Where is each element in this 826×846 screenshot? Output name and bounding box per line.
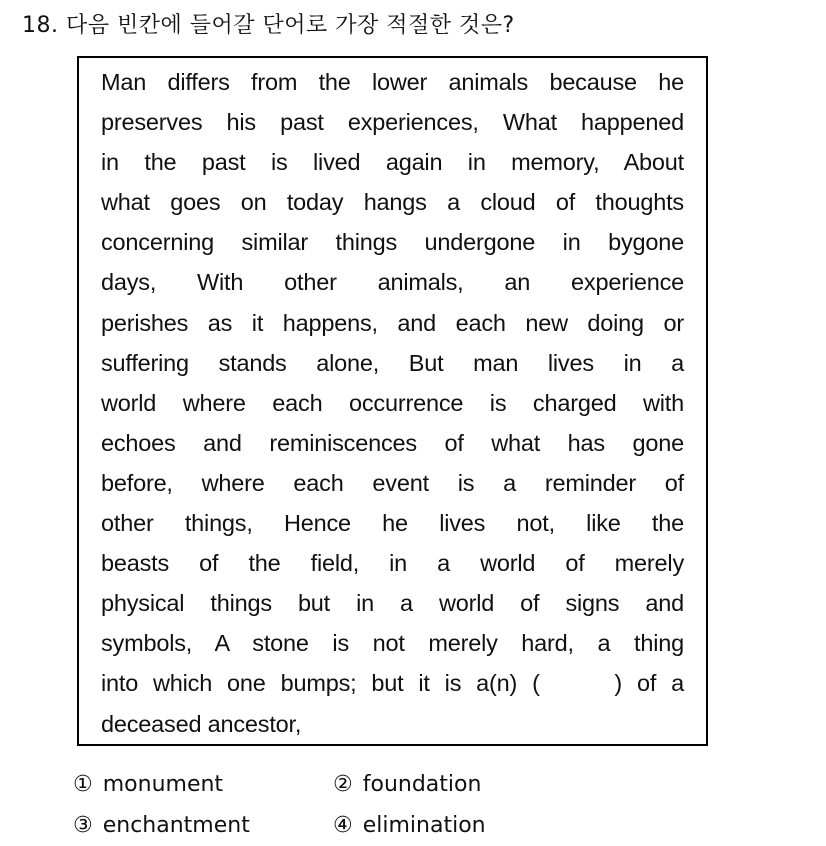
passage-line: world where each occurrence is charged with (101, 389, 684, 416)
passage-line: before, where each event is a reminder of (101, 469, 684, 496)
passage-line: preserves his past experiences, What happened (101, 109, 684, 136)
choice-row (73, 764, 593, 805)
question-title (22, 8, 515, 39)
choice-4[interactable] (333, 813, 593, 838)
choice-label: monument (102, 772, 224, 797)
passage-line: what goes on today hangs a cloud of thoughts (101, 189, 684, 216)
answer-choices (73, 764, 593, 846)
choice-marker: ② (333, 772, 353, 797)
passage-line: deceased ancestor, (101, 710, 302, 737)
passage-blank-line: into which one bumps; but it is a(n) ( ) of a (101, 670, 684, 697)
choice-1[interactable] (73, 772, 333, 797)
passage-box (77, 56, 708, 746)
passage-line: in the past is lived again in memory, About (101, 149, 684, 176)
choice-marker: ④ (333, 813, 353, 838)
passage-line: concerning similar things undergone in bygone (101, 229, 684, 256)
choice-label: enchantment (102, 813, 250, 838)
passage-line: perishes as it happens, and each new doing or (101, 309, 684, 336)
choice-label: foundation (362, 772, 482, 797)
question-number: 18. (22, 13, 59, 38)
passage-line: symbols, A stone is not merely hard, a thing (101, 630, 684, 657)
passage-line: Man differs from the lower animals because he (101, 69, 684, 95)
choice-marker: ① (73, 772, 93, 797)
question-prompt: 다음 빈칸에 들어갈 단어로 가장 적절한 것은? (66, 13, 515, 38)
choice-2[interactable] (333, 772, 593, 797)
passage-line: physical things but in a world of signs and (101, 590, 684, 617)
passage-line: echoes and reminiscences of what has gone (101, 429, 684, 456)
passage-line: days, With other animals, an experience (101, 269, 684, 296)
choice-marker: ③ (73, 813, 93, 838)
passage-line: suffering stands alone, But man lives in a (101, 349, 684, 376)
passage-line: other things, Hence he lives not, like the (101, 510, 684, 537)
choice-3[interactable] (73, 813, 333, 838)
choice-label: elimination (362, 813, 486, 838)
passage-line: beasts of the field, in a world of merely (101, 550, 684, 577)
